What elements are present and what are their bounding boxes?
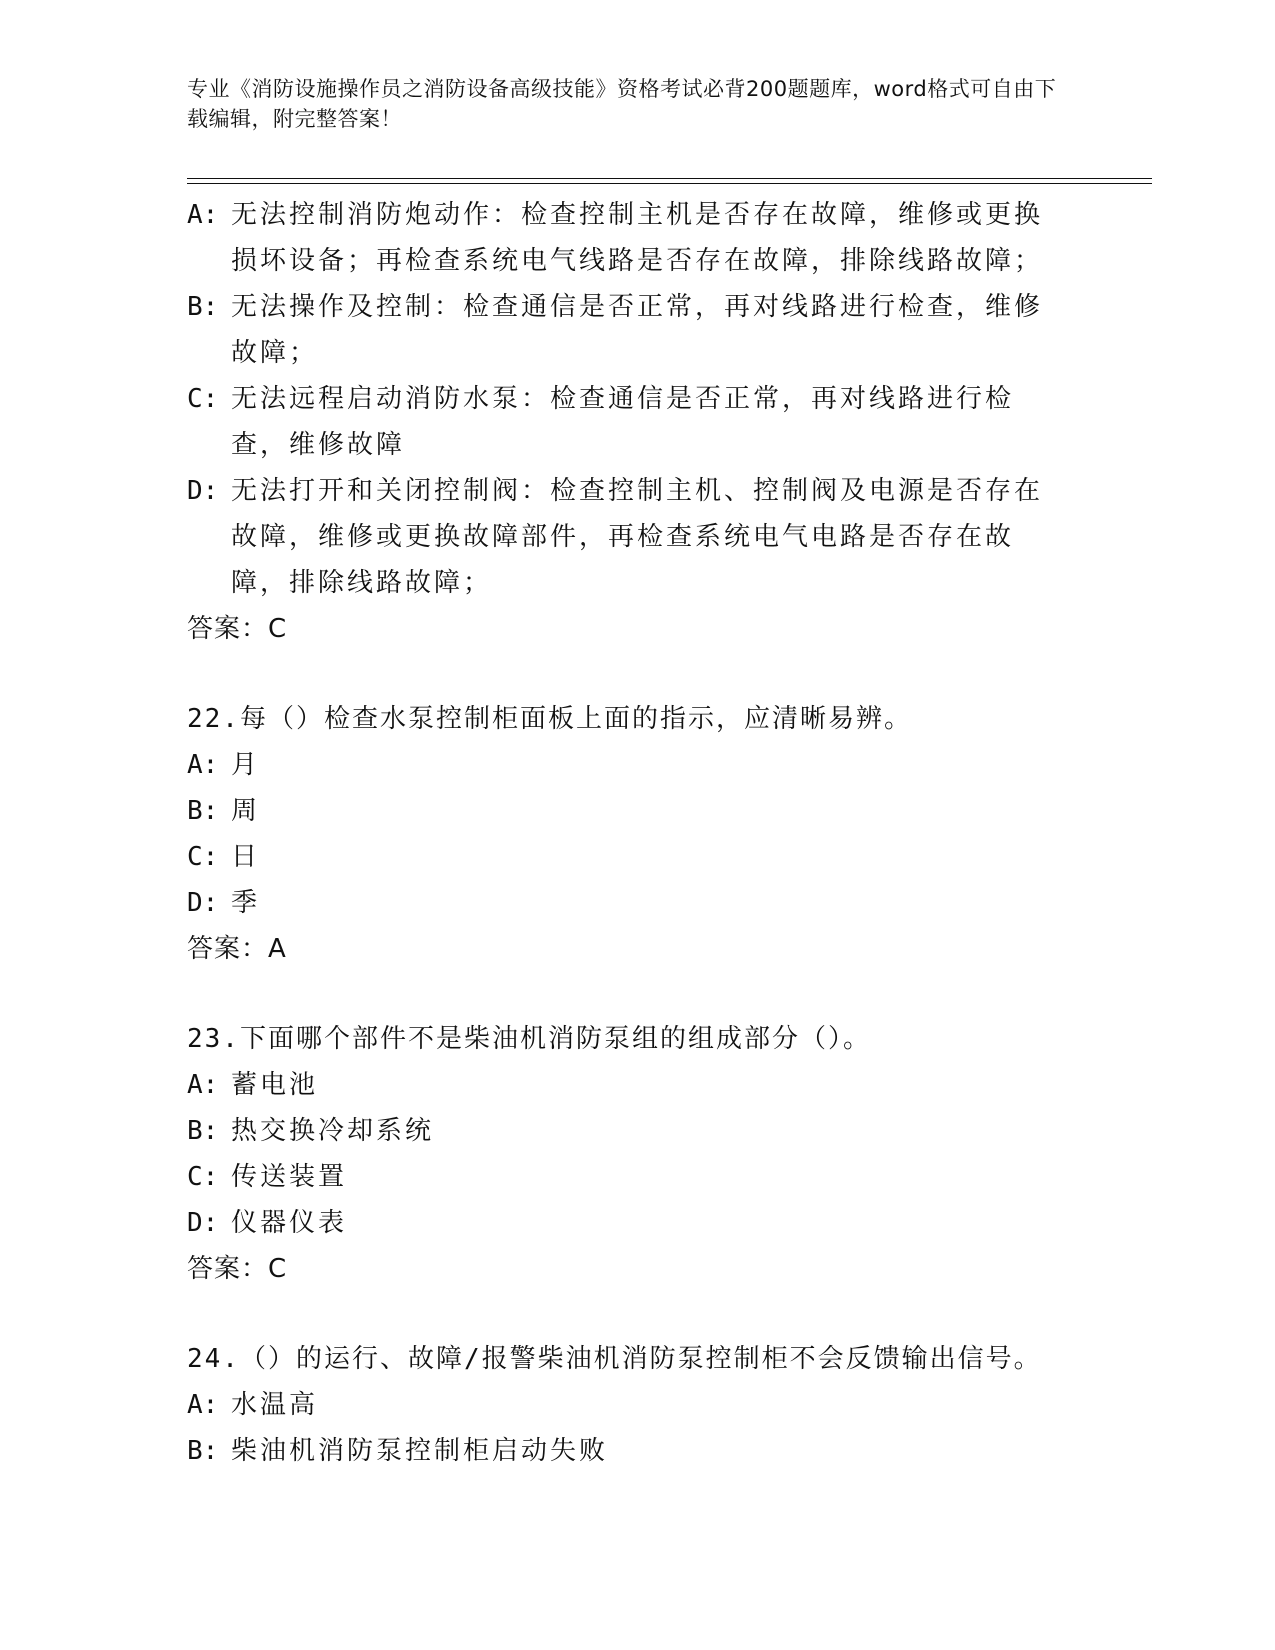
option-text: 周 [231, 796, 261, 826]
option-text: 热交换冷却系统 [231, 1116, 435, 1146]
option-text: 水温高 [231, 1390, 319, 1420]
option-text: 传送装置 [231, 1162, 348, 1192]
option-text: 柴油机消防泵控制柜启动失败 [231, 1436, 609, 1466]
option-text: 蓄电池 [231, 1070, 319, 1100]
option-b [187, 1108, 1067, 1154]
option-key: A: [187, 750, 219, 780]
option-key: C: [187, 384, 219, 414]
document-header: 专业《消防设施操作员之消防设备高级技能》资格考试必背200题题库，word格式可自由下载编辑，附完整答案！ [187, 77, 1057, 131]
option-key: C: [187, 842, 219, 872]
option-b [187, 788, 1067, 834]
option-b [187, 1428, 1067, 1474]
option-b [187, 284, 1067, 376]
option-d [187, 880, 1067, 926]
question-21-options [187, 192, 1067, 652]
option-key: B: [187, 1436, 219, 1466]
option-text: 仪器仪表 [231, 1208, 348, 1238]
option-a [187, 1062, 1067, 1108]
answer-23: 答案：C [187, 1254, 288, 1284]
option-text: 无法操作及控制：检查通信是否正常，再对线路进行检查，维修故障； [231, 292, 1044, 368]
question-text: 24.（）的运行、故障/报警柴油机消防泵控制柜不会反馈输出信号。 [187, 1344, 1042, 1374]
question-23 [187, 1016, 1067, 1292]
option-a [187, 192, 1067, 284]
option-a [187, 742, 1067, 788]
option-text: 月 [231, 750, 261, 780]
answer-21: 答案：C [187, 614, 288, 644]
question-22 [187, 696, 1067, 972]
answer-22: 答案：A [187, 934, 287, 964]
option-key: A: [187, 200, 219, 230]
option-key: A: [187, 1390, 219, 1420]
question-text: 22.每（）检查水泵控制柜面板上面的指示，应清晰易辨。 [187, 704, 912, 734]
option-c [187, 1154, 1067, 1200]
question-24 [187, 1336, 1067, 1474]
option-key: B: [187, 292, 219, 322]
option-c [187, 376, 1067, 468]
header-divider-top [187, 178, 1152, 179]
option-key: C: [187, 1162, 219, 1192]
option-text: 日 [231, 842, 261, 872]
option-key: B: [187, 796, 219, 826]
option-d [187, 468, 1067, 606]
header-divider-bottom [187, 183, 1152, 184]
option-key: A: [187, 1070, 219, 1100]
option-text: 无法远程启动消防水泵：检查通信是否正常，再对线路进行检查，维修故障 [231, 384, 1015, 460]
option-a [187, 1382, 1067, 1428]
option-text: 无法打开和关闭控制阀：检查控制主机、控制阀及电源是否存在故障，维修或更换故障部件，再检查系统电气电路是否存在故障，排除线路故障； [231, 476, 1044, 598]
option-text: 无法控制消防炮动作：检查控制主机是否存在故障，维修或更换损坏设备；再检查系统电气线路是否存在故障，排除线路故障； [231, 200, 1044, 276]
option-c [187, 834, 1067, 880]
option-key: D: [187, 888, 219, 918]
option-text: 季 [231, 888, 261, 918]
option-key: D: [187, 476, 219, 506]
option-d [187, 1200, 1067, 1246]
question-list [187, 192, 1067, 1474]
option-key: B: [187, 1116, 219, 1146]
question-text: 23.下面哪个部件不是柴油机消防泵组的组成部分（）。 [187, 1024, 871, 1054]
option-key: D: [187, 1208, 219, 1238]
